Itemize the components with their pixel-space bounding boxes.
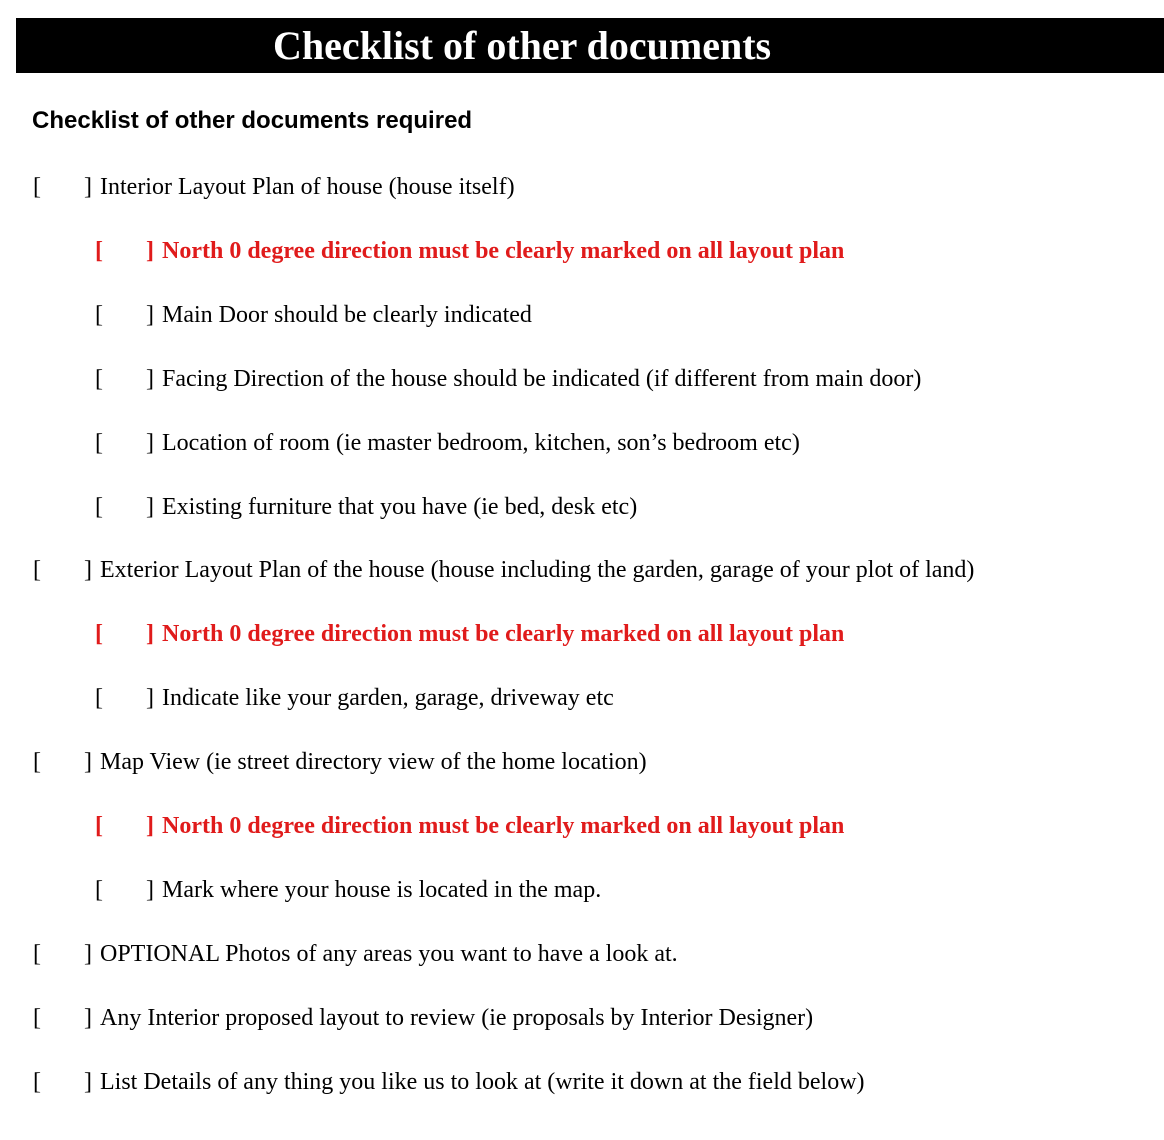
checkbox-close-bracket[interactable]: ] <box>146 238 154 264</box>
checkbox-close-bracket[interactable]: ] <box>146 430 154 456</box>
checklist-item-label: Map View (ie street directory view of the home location) <box>100 749 647 775</box>
checkbox-open-bracket[interactable]: [ <box>95 430 103 456</box>
checkbox-close-bracket[interactable]: ] <box>84 1005 92 1031</box>
checklist-item-label: Main Door should be clearly indicated <box>162 302 532 328</box>
checkbox-open-bracket[interactable]: [ <box>33 1005 41 1031</box>
checkbox-close-bracket[interactable]: ] <box>146 685 154 711</box>
checkbox-open-bracket[interactable]: [ <box>33 1069 41 1095</box>
checkbox-close-bracket[interactable]: ] <box>84 941 92 967</box>
checklist-item-label: Any Interior proposed layout to review (ie proposals by Interior Designer) <box>100 1005 814 1031</box>
checkbox-close-bracket[interactable]: ] <box>146 621 154 647</box>
checkbox-close-bracket[interactable]: ] <box>84 557 92 583</box>
checkbox-open-bracket[interactable]: [ <box>33 749 41 775</box>
checkbox-open-bracket[interactable]: [ <box>95 621 103 647</box>
checklist-item-label: Mark where your house is located in the map. <box>162 877 602 903</box>
checkbox-close-bracket[interactable]: ] <box>84 1069 92 1095</box>
checkbox-open-bracket[interactable]: [ <box>95 238 103 264</box>
checklist-item-label: Interior Layout Plan of house (house itself) <box>100 174 515 200</box>
checklist-item-label: Indicate like your garden, garage, driveway etc <box>162 685 614 711</box>
checkbox-open-bracket[interactable]: [ <box>95 302 103 328</box>
section-heading: Checklist of other documents required <box>32 107 473 134</box>
checkbox-close-bracket[interactable]: ] <box>84 174 92 200</box>
checkbox-open-bracket[interactable]: [ <box>95 685 103 711</box>
title-bar <box>16 18 1164 73</box>
checkbox-open-bracket[interactable]: [ <box>95 877 103 903</box>
checkbox-open-bracket[interactable]: [ <box>33 941 41 967</box>
checkbox-close-bracket[interactable]: ] <box>84 749 92 775</box>
checklist-item-label: OPTIONAL Photos of any areas you want to have a look at. <box>100 941 678 967</box>
checklist-item-label: Exterior Layout Plan of the house (house including the garden, garage of your plot of land) <box>100 557 975 583</box>
checkbox-close-bracket[interactable]: ] <box>146 366 154 392</box>
checklist-item-label: Existing furniture that you have (ie bed, desk etc) <box>162 494 638 520</box>
checkbox-open-bracket[interactable]: [ <box>33 174 41 200</box>
checkbox-close-bracket[interactable]: ] <box>146 494 154 520</box>
checklist-item-label: North 0 degree direction must be clearly marked on all layout plan <box>162 621 845 647</box>
checkbox-open-bracket[interactable]: [ <box>95 366 103 392</box>
checklist-item-label: North 0 degree direction must be clearly marked on all layout plan <box>162 813 845 839</box>
checkbox-close-bracket[interactable]: ] <box>146 877 154 903</box>
checkbox-open-bracket[interactable]: [ <box>95 813 103 839</box>
checklist-item-label: Facing Direction of the house should be indicated (if different from main door) <box>162 366 922 392</box>
checkbox-close-bracket[interactable]: ] <box>146 302 154 328</box>
checklist-item-label: North 0 degree direction must be clearly marked on all layout plan <box>162 238 845 264</box>
checkbox-open-bracket[interactable]: [ <box>33 557 41 583</box>
checklist-item-label: List Details of any thing you like us to look at (write it down at the field below) <box>100 1069 865 1095</box>
page-title: Checklist of other documents <box>273 23 772 68</box>
checkbox-open-bracket[interactable]: [ <box>95 494 103 520</box>
checklist-item-label: Location of room (ie master bedroom, kitchen, son’s bedroom etc) <box>162 430 800 456</box>
checkbox-close-bracket[interactable]: ] <box>146 813 154 839</box>
